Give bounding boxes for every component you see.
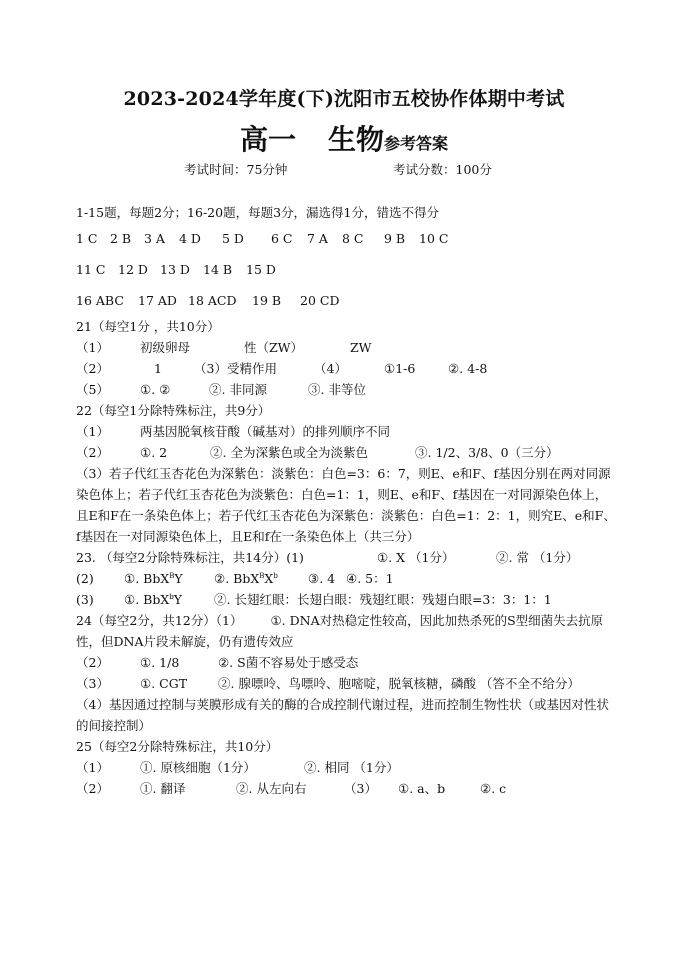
sub-question-number: （2） <box>76 781 109 796</box>
q24-heading: 24（每空2分，共12分）（1） <box>76 613 243 628</box>
sub-question-number: (3) <box>76 592 94 607</box>
answer-text: ②. 相同 （1分） <box>304 760 399 775</box>
answer-text: ③. 4 <box>308 571 336 586</box>
q23-line-2 <box>76 568 618 589</box>
scoring-rule: 1-15题，每题2分；16-20题，每题3分，漏选得1分，错选不得分 <box>76 205 439 220</box>
mc-answer: 6 C <box>271 231 293 246</box>
answer-text: ②. c <box>480 781 507 796</box>
q21-heading: 21（每空1分 ，共10分） <box>76 319 220 334</box>
q25-line-2 <box>76 778 618 799</box>
answer-text: ①. ② <box>140 382 171 397</box>
mc-answer: 2 B <box>110 231 132 246</box>
sub-question-number: （3） <box>76 676 109 691</box>
subject-label: 生物 <box>327 123 384 156</box>
answer-text: ①. X （1分） <box>377 550 455 565</box>
q22-line-3: （3）若子代红玉杏花色为深紫色：淡紫色：白色=3：6：7，则E、e和F、f基因分别在两对同源染色体上；若子代红玉杏花色为淡紫色：白色=1：1，则E、e和F、f基因在一对同源染色体上，且E和F在一条染色体上；若子代红玉杏花色为深紫色：淡紫色：白色=1：2：1，则究E、e和F、f基因在一对同源染色体上，且E和f在一条染色体上（共三分） <box>76 466 616 544</box>
q23-line-3 <box>76 589 618 610</box>
exam-time: 考试时间：75分钟 <box>184 162 288 177</box>
q22-heading: 22（每空1分除特殊标注，共9分） <box>76 403 271 418</box>
q24-line-3 <box>76 673 618 694</box>
answer-text: Y <box>173 592 182 607</box>
answer-text: ①. DNA对热稳定性较高，因此加热杀死的S型细菌失去抗原性，但DNA片段未解旋，仍有遗传效应 <box>76 613 604 649</box>
genotype-answer <box>124 568 183 589</box>
exam-score: 考试分数：100分 <box>393 162 492 177</box>
answer-text: ①. 2 <box>140 445 168 460</box>
answer-text: ②. BbX <box>214 571 260 586</box>
q25-heading: 25（每空2分除特殊标注，共10分） <box>76 739 279 754</box>
sub-question-number: （1） <box>76 340 109 355</box>
mc-answer: 16 ABC <box>76 293 124 308</box>
answer-text: ①1-6 <box>384 361 416 376</box>
answer-text: 1 <box>154 361 162 376</box>
answer-text: ①. 翻译 <box>140 781 186 796</box>
mc-answer: 19 B <box>252 293 282 308</box>
answer-text: X <box>264 571 274 586</box>
q24-line-1 <box>76 610 618 652</box>
q23-heading: 23. （每空2分除特殊标注，共14分）(1) <box>76 550 304 565</box>
mc-answer: 4 D <box>179 231 201 246</box>
answer-text: 初级卵母 <box>140 340 191 355</box>
mc-answer: 12 D <box>118 262 148 277</box>
mc-answer: 9 B <box>384 231 406 246</box>
answer-text: ①. 1/8 <box>140 655 180 670</box>
answer-text: ZW <box>350 340 372 355</box>
q23-heading-line <box>76 547 618 568</box>
mc-answer: 18 ACD <box>188 293 237 308</box>
answer-text: ②. S菌不容易处于感受态 <box>218 655 359 670</box>
answer-text: 两基因脱氧核苷酸（碱基对）的排列顺序不同 <box>140 424 391 439</box>
mc-answer: 8 C <box>342 231 364 246</box>
q24-line-2 <box>76 652 618 673</box>
mc-answer: 10 C <box>419 231 449 246</box>
q21-line-2 <box>76 358 618 379</box>
q21-line-1 <box>76 337 618 358</box>
answer-text: ①. BbX <box>124 592 170 607</box>
answer-text: ②. 常 （1分） <box>496 550 579 565</box>
answer-text: ②. 全为深紫色或全为淡紫色 <box>210 445 368 460</box>
mc-row-2 <box>76 254 618 285</box>
sub-question-number: （1） <box>76 760 109 775</box>
sub-question-number: （2） <box>76 655 109 670</box>
answer-body <box>76 202 618 799</box>
answer-text: ④. 5：1 <box>346 571 394 586</box>
mc-answer: 11 C <box>76 262 106 277</box>
mc-answer: 5 D <box>222 231 244 246</box>
mc-answer: 7 A <box>307 231 328 246</box>
answer-text: ②. 非同源 <box>209 382 267 397</box>
grade-label: 高一 <box>239 123 296 156</box>
mc-answer: 20 CD <box>300 293 340 308</box>
answer-text: 性（ZW） <box>244 340 304 355</box>
sub-question-number: （2） <box>76 361 109 376</box>
sub-question-number: (2) <box>76 571 94 586</box>
q24-line-4: （4）基因通过控制与荚膜形成有关的酶的合成控制代谢过程，进而控制生物性状（或基因对性状的间接控制） <box>76 697 609 733</box>
mc-row-1 <box>76 223 618 254</box>
allele-superscript: B <box>259 572 265 580</box>
allele-superscript: B <box>169 572 175 580</box>
sub-question-number: （2） <box>76 445 109 460</box>
sub-question-number: （5） <box>76 382 109 397</box>
doc-type-label: 参考答案 <box>384 134 449 153</box>
mc-answer: 3 A <box>144 231 165 246</box>
answer-text: ①. CGT <box>140 676 188 691</box>
genotype-answer <box>214 568 278 589</box>
exam-title: 2023-2024学年度(下)沈阳市五校协作体期中考试 <box>123 88 565 110</box>
answer-text: ②. 从左向右 <box>236 781 307 796</box>
exam-subtitle <box>0 118 688 158</box>
answer-text: Y <box>174 571 183 586</box>
answer-text: ②. 长翅红眼：长翅白眼：残翅红眼：残翅白眼=3：3：1：1 <box>214 592 552 607</box>
mc-answer: 1 C <box>76 231 98 246</box>
q25-line-1 <box>76 757 618 778</box>
q22-line-2 <box>76 442 618 463</box>
q21-line-3 <box>76 379 618 400</box>
mc-answer: 17 AD <box>138 293 177 308</box>
answer-text: ②. 腺嘌呤、鸟嘌呤、胞嘧啶，脱氧核糖，磷酸 （答不全不给分） <box>218 676 580 691</box>
mc-row-3 <box>76 285 618 316</box>
mc-answer: 15 D <box>246 262 276 277</box>
sub-question-number: （4） <box>314 361 347 376</box>
sub-question-number: （1） <box>76 424 109 439</box>
genotype-answer <box>124 589 182 610</box>
mc-answer: 14 B <box>203 262 233 277</box>
sub-question-number: （3） <box>344 781 377 796</box>
allele-superscript: b <box>273 572 278 580</box>
answer-text: （3）受精作用 <box>194 361 277 376</box>
answer-text: ①. a、b <box>398 781 446 796</box>
q22-line-1 <box>76 421 618 442</box>
answer-text: ①. 原核细胞（1分） <box>140 760 256 775</box>
answer-text: ③. 1/2、3/8、0（三分） <box>415 445 559 460</box>
answer-text: ①. BbX <box>124 571 170 586</box>
mc-answer: 13 D <box>160 262 190 277</box>
answer-text: ③. 非等位 <box>308 382 366 397</box>
answer-text: ②. 4-8 <box>448 361 488 376</box>
allele-superscript: b <box>169 593 174 601</box>
